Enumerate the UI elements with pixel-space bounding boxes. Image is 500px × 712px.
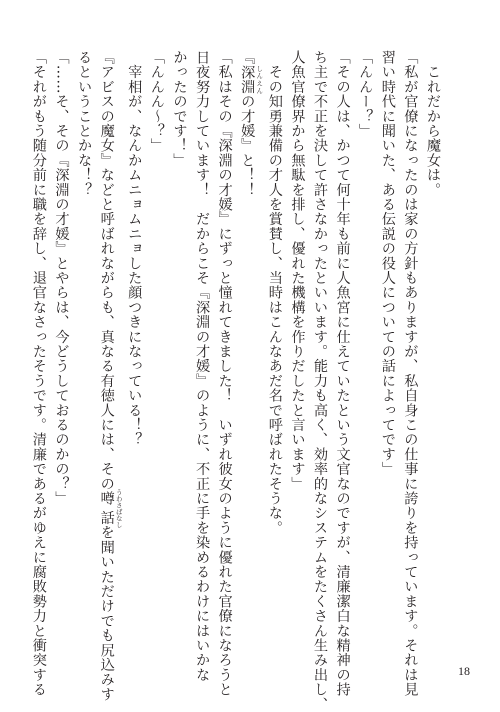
ruby-shinen xyxy=(239,64,264,95)
text-line-2: 「私が官僚になったのは家の方針もありますが、私自身この仕事に誇りを持っています。それは見 xyxy=(402,50,419,697)
text-line-10: 「私はその『深淵の才媛』にずっと憧れてきました！ いずれ彼女のように優れた官僚になろうと xyxy=(216,50,233,697)
text-line-13: 「んんん～？」 xyxy=(148,50,165,153)
text-line-5: 「その人は、かつて何十年も前に人魚宮に仕えていたという文官なのですが、清廉潔白な精神の持 xyxy=(334,50,351,697)
text-line-11: 日夜努力しています！ だからこそ『深淵の才媛』のように、不正に手を染めるわけにはいかな xyxy=(194,50,211,683)
vertical-text-block xyxy=(27,50,444,712)
text-line-4: 「んんー？」 xyxy=(357,50,374,139)
text-line-8: その知勇兼備の才人を賞賛し、当時はこんなあだ名で呼ばれたそうな。 xyxy=(266,50,283,536)
text-line-15: 『アビスの魔女』などと呼ばれながらも、真なる有徳人には、その噂話 うわさばなしを聞いただけでも尻込みす xyxy=(98,50,123,702)
ruby-reading: うわさばなし xyxy=(114,488,123,528)
text-line-12: かったのです！」 xyxy=(171,50,188,168)
text-line-1: これだから魔女は。 xyxy=(425,50,441,197)
ruby-base: 噂話 xyxy=(98,488,115,528)
text-line-9: 『深淵 しんえんの才媛』と！！ xyxy=(239,50,264,198)
text-line-18: 「それがもう随分前に職を辞し、退官なさったそうです。清廉であるがゆえに腐敗勢力と衝突する xyxy=(30,50,47,697)
page-number: 18 xyxy=(458,664,470,678)
ruby-base: 深淵 xyxy=(239,64,256,95)
text-line-14: 宰相が、なんかムニョムニョした顔つきになっている！？ xyxy=(126,50,143,447)
text-line-16: るということかな！？ xyxy=(76,50,93,197)
text-line-7: 人魚官僚界から無駄を排し、優れた機構を作りだしたと言います」 xyxy=(289,50,306,491)
text-line-17: 「……そ、その『深淵の才媛』とやらは、今どうしておるのかの？」 xyxy=(53,50,70,506)
ruby-uwasabanashi xyxy=(98,488,123,528)
ruby-reading: しんえん xyxy=(255,64,264,95)
text-line-6: ち主で不正を決して許さなかったといいます。能力も高く、効率的なシステムをたくさん生み出し、 xyxy=(312,50,329,712)
text-line-3: 習い時代に聞いた、ある伝説の役人についての話によってです」 xyxy=(379,50,396,477)
